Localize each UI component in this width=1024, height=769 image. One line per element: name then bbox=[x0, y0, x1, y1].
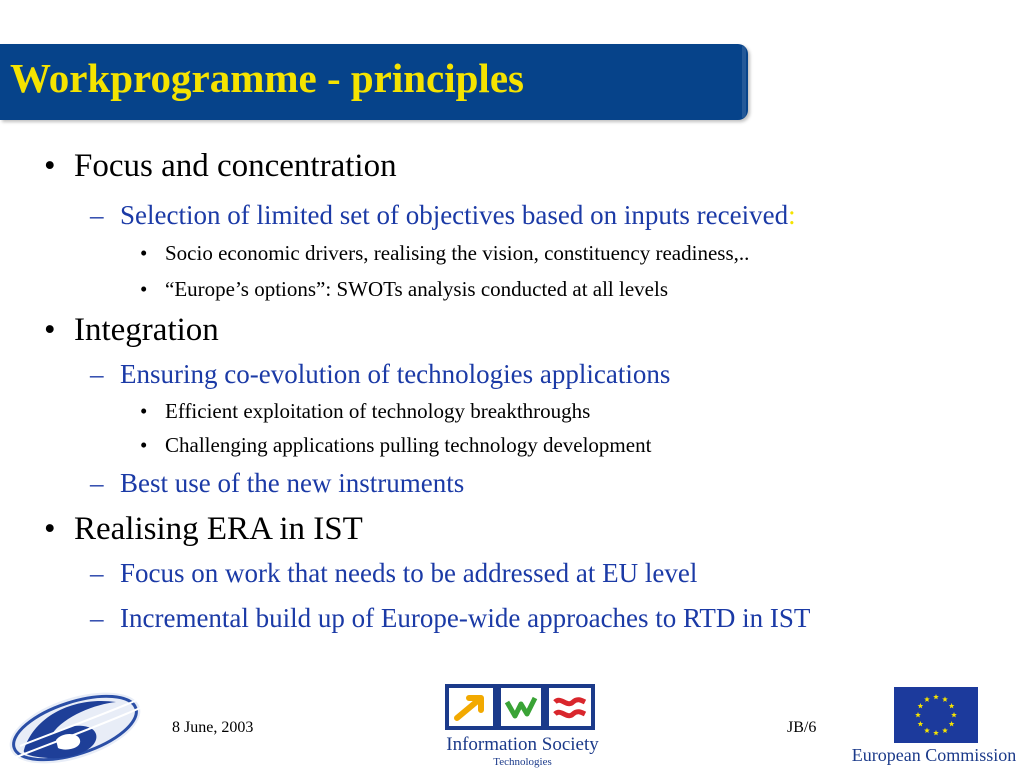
bullet-text: Focus and concentration bbox=[74, 148, 397, 184]
dot-marker: • bbox=[140, 241, 148, 265]
ist-logo-icon bbox=[425, 680, 620, 736]
european-commission-logo bbox=[848, 685, 1020, 768]
sub-bullet-text: Best use of the new instruments bbox=[120, 468, 465, 498]
dash-marker: – bbox=[90, 200, 104, 230]
dash-marker: – bbox=[90, 468, 104, 498]
fp6-logo bbox=[4, 688, 146, 764]
european-commission-label: European Commission bbox=[851, 745, 1017, 765]
sub-bullet-text: Incremental build up of Europe-wide approaches to RTD in IST bbox=[120, 603, 811, 633]
sub-bullet-text: Focus on work that needs to be addressed at EU level bbox=[120, 558, 698, 588]
sub-sub-bullet-text: Challenging applications pulling technology development bbox=[165, 433, 652, 457]
bullet-marker: • bbox=[44, 511, 56, 547]
eu-flag-icon bbox=[848, 685, 1020, 745]
dot-marker: • bbox=[140, 399, 148, 423]
dot-marker: • bbox=[140, 277, 148, 301]
sub-sub-bullet-text: Socio economic drivers, realising the vision, constituency readiness,.. bbox=[165, 241, 750, 265]
footer-date: 8 June, 2003 bbox=[172, 719, 254, 736]
bullet-marker: • bbox=[44, 312, 56, 348]
dash-marker: – bbox=[90, 359, 104, 389]
yellow-colon: : bbox=[788, 200, 796, 230]
sub-sub-bullet-text: Efficient exploitation of technology breakthroughs bbox=[165, 399, 591, 423]
footer-page-number: JB/6 bbox=[787, 719, 817, 736]
dash-marker: – bbox=[90, 558, 104, 588]
fp6-logo-icon bbox=[4, 688, 146, 764]
ist-logo-subtitle: Technologies bbox=[493, 756, 552, 768]
sub-bullet-text: Selection of limited set of objectives based on inputs received bbox=[120, 200, 789, 230]
bullet-text: Integration bbox=[74, 312, 219, 348]
bullet-marker: • bbox=[44, 148, 56, 184]
sub-bullet-text: Ensuring co-evolution of technologies applications bbox=[120, 359, 671, 389]
ist-logo-title: Information Society bbox=[446, 734, 599, 755]
slide-title: Workprogramme - principles bbox=[10, 55, 524, 101]
dash-marker: – bbox=[90, 603, 104, 633]
sub-sub-bullet-text: “Europe’s options”: SWOTs analysis conducted at all levels bbox=[165, 277, 668, 301]
dot-marker: • bbox=[140, 433, 148, 457]
bullet-text: Realising ERA in IST bbox=[74, 511, 363, 547]
ist-logo bbox=[425, 680, 620, 768]
